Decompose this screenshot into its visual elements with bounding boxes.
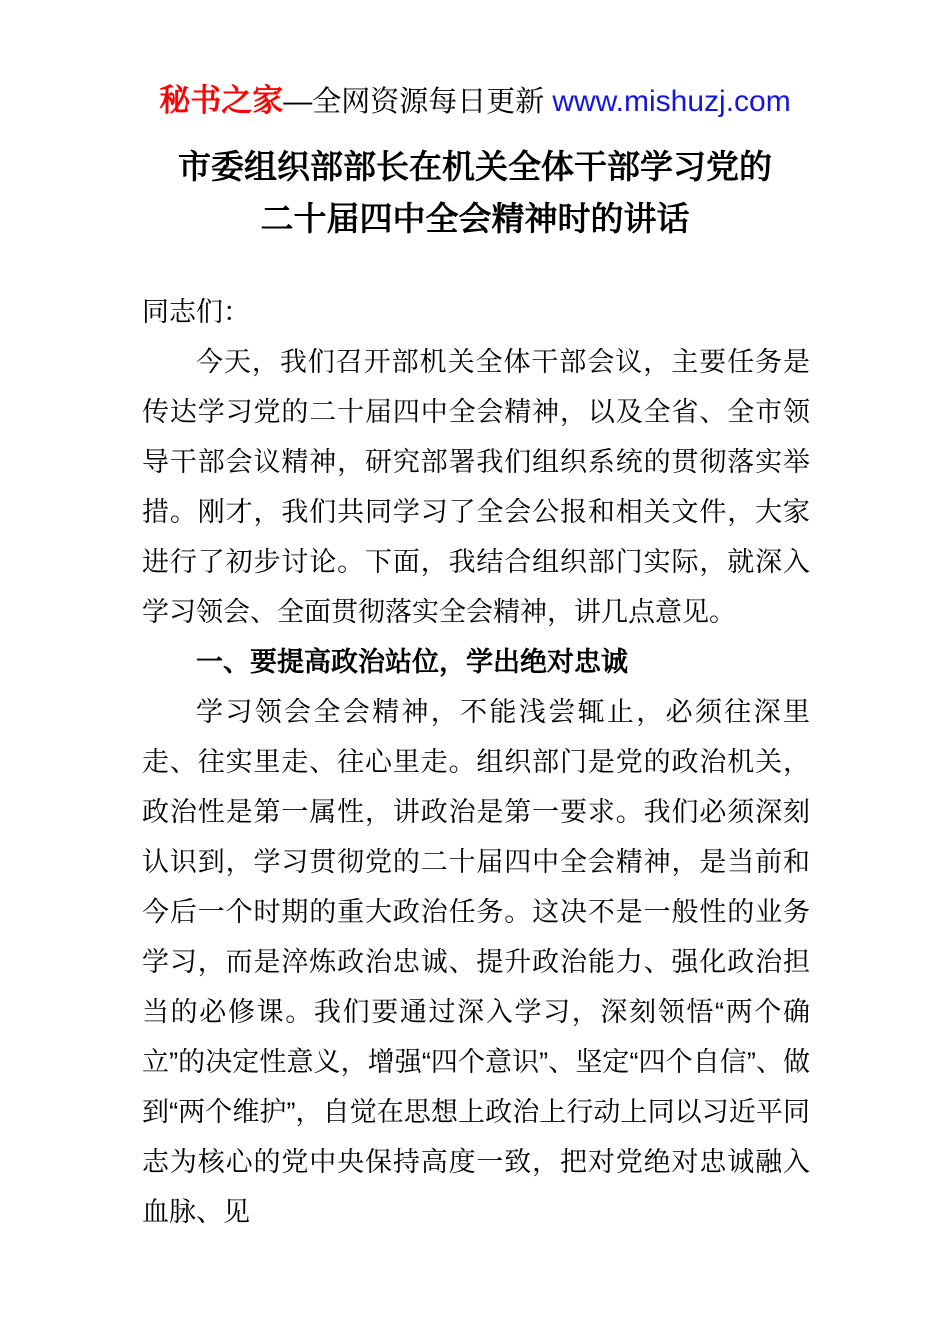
- site-name: 秘书之家: [159, 83, 284, 118]
- site-url-link[interactable]: www.mishuzj.com: [552, 85, 791, 118]
- section-heading-1: 一、要提高政治站位，学出绝对忠诚: [196, 647, 628, 677]
- paragraph-salutation: 同志们：: [142, 297, 250, 327]
- document-body: [0, 287, 950, 1237]
- paragraph-section-1-body: 学习领会全会精神，不能浅尝辄止，必须往深里走、往实里走、往心里走。组织部门是党的政治机关，政治性是第一属性，讲政治是第一要求。我们必须深刻认识到，学习贯彻党的二十届四中全会精神，是当前和今后一个时期的重大政治任务。这决不是一般性的业务学习，而是淬炼政治忠诚、提升政治能力、强化政治担当的必修课。我们要通过深入学习，深刻领悟“两个确立”的决定性意义，增强“四个意识”、坚定“四个自信”、做到“两个维护”，自觉在思想上政治上行动上同以习近平同志为核心的党中央保持高度一致，把对党绝对忠诚融入血脉、见: [142, 697, 810, 1227]
- header-tagline: —全网资源每日更新: [283, 86, 553, 118]
- document-title: 市委组织部部长在机关全体干部学习党的二十届四中全会精神时的讲话: [178, 148, 772, 237]
- promo-header: [0, 0, 950, 123]
- paragraph-intro: 今天，我们召开部机关全体干部会议，主要任务是传达学习党的二十届四中全会精神，以及全省、全市领导干部会议精神，研究部署我们组织系统的贯彻落实举措。刚才，我们共同学习了全会公报和相关文件，大家进行了初步讨论。下面，我结合组织部门实际，就深入学习领会、全面贯彻落实全会精神，讲几点意见。: [142, 347, 810, 627]
